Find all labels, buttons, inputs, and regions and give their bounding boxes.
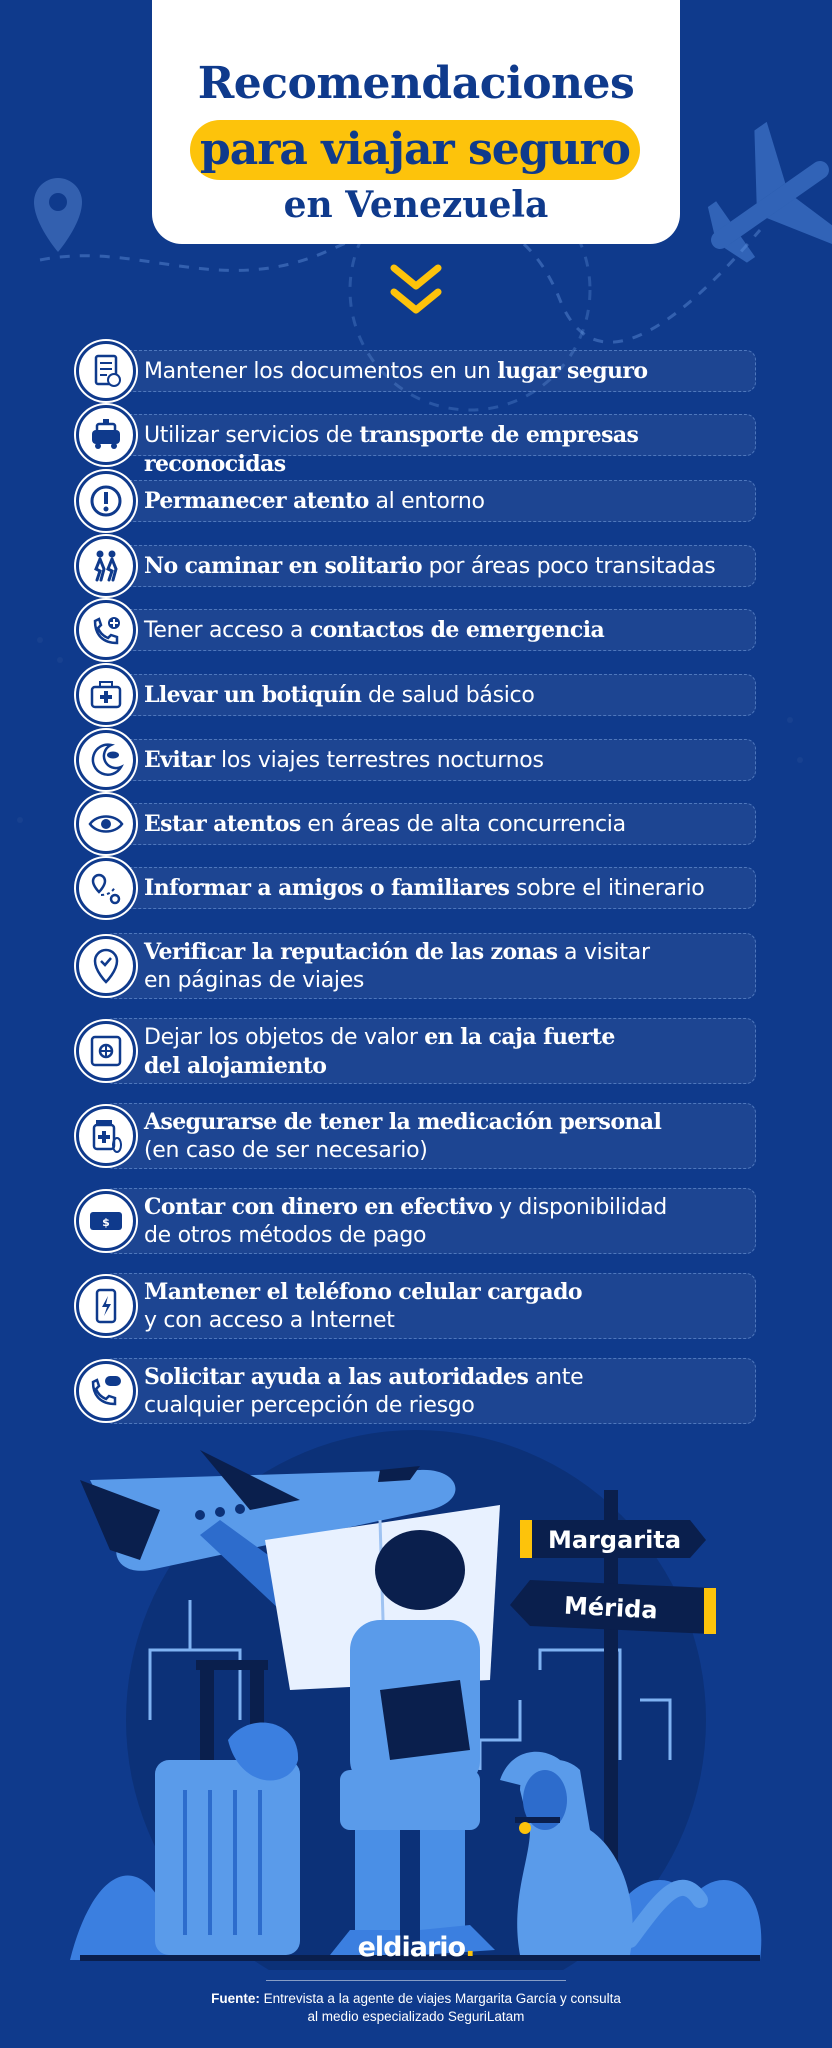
recommendation-segment: Dejar los objetos de valor bbox=[144, 1025, 425, 1050]
recommendation-highlight: Permanecer atento bbox=[144, 488, 369, 514]
recommendation-highlight: Verificar la reputación de las zonas bbox=[144, 939, 558, 965]
recommendation-segment: Utilizar servicios de bbox=[144, 423, 360, 448]
recommendation-highlight: No caminar en solitario bbox=[144, 553, 422, 579]
airplane-icon bbox=[673, 108, 832, 303]
location-check-icon bbox=[76, 936, 136, 996]
recommendation-text bbox=[144, 421, 754, 479]
source-text: Entrevista a la agente de viajes Margarita García y consulta al medio especializado SeguriLatam bbox=[263, 1991, 621, 2024]
recommendation-highlight: Informar a amigos o familiares bbox=[144, 875, 510, 901]
recommendation-text bbox=[144, 1108, 754, 1165]
recommendation-highlight: Evitar bbox=[144, 747, 215, 773]
route-pin-icon bbox=[76, 858, 136, 918]
phone-sos-icon bbox=[76, 1361, 136, 1421]
documents-icon bbox=[76, 341, 136, 401]
map-pin-icon bbox=[34, 178, 82, 252]
recommendation-highlight: Estar atentos bbox=[144, 811, 301, 837]
recommendation-highlight: en la caja fuerte del alojamiento bbox=[144, 1024, 615, 1079]
recommendation-segment: en áreas de alta concurrencia bbox=[300, 812, 626, 837]
taxi-icon bbox=[76, 405, 136, 465]
recommendation-segment: Mantener los documentos en un bbox=[144, 359, 498, 384]
recommendation-segment: y con acceso a Internet bbox=[144, 1308, 395, 1333]
recommendation-segment: (en caso de ser necesario) bbox=[144, 1138, 428, 1163]
recommendation-highlight: Solicitar ayuda a las autoridades bbox=[144, 1364, 529, 1390]
recommendation-text bbox=[144, 810, 754, 839]
cash-icon bbox=[76, 1191, 136, 1251]
brand-name: eldiario bbox=[357, 1932, 466, 1963]
recommendation-text bbox=[144, 1023, 754, 1081]
recommendation-text bbox=[144, 616, 754, 645]
recommendation-text bbox=[144, 681, 754, 710]
medication-icon bbox=[76, 1106, 136, 1166]
sign-margarita: Margarita bbox=[548, 1526, 682, 1554]
chevron-down-icon bbox=[390, 264, 442, 318]
recommendation-segment: a visitar en páginas de viajes bbox=[144, 940, 650, 993]
recommendation-text bbox=[144, 487, 754, 516]
sign-merida: Mérida bbox=[563, 1591, 659, 1625]
phone-charging-icon bbox=[76, 1276, 136, 1336]
brand-logo bbox=[0, 1932, 832, 1963]
phone-emergency-icon bbox=[76, 600, 136, 660]
recommendation-text bbox=[144, 1193, 754, 1250]
recommendation-segment: al entorno bbox=[368, 489, 485, 514]
recommendation-segment: de salud básico bbox=[361, 683, 535, 708]
recommendation-text bbox=[144, 938, 754, 995]
first-aid-kit-icon bbox=[76, 665, 136, 725]
title-line-3: en Venezuela bbox=[283, 184, 549, 226]
recommendation-segment: sobre el itinerario bbox=[509, 876, 705, 901]
recommendation-highlight: Llevar un botiquín bbox=[144, 682, 362, 708]
source-footer bbox=[120, 1990, 712, 2026]
svg-text:$: $ bbox=[102, 1216, 110, 1229]
moon-cloud-icon bbox=[76, 730, 136, 790]
recommendation-highlight: Asegurarse de tener la medicación personal bbox=[144, 1109, 662, 1135]
eye-icon bbox=[76, 794, 136, 854]
recommendation-segment: ante cualquier percepción de riesgo bbox=[144, 1365, 584, 1418]
recommendation-highlight: Mantener el teléfono celular cargado bbox=[144, 1279, 582, 1305]
recommendation-segment: los viajes terrestres nocturnos bbox=[214, 748, 544, 773]
title-line-2: para viajar seguro bbox=[199, 124, 631, 175]
recommendation-segment: por áreas poco transitadas bbox=[421, 554, 716, 579]
recommendation-highlight: transporte de empresas reconocidas bbox=[144, 422, 639, 477]
source-label: Fuente: bbox=[211, 1991, 260, 2006]
traveler-illustration bbox=[0, 1430, 832, 1970]
recommendation-text bbox=[144, 357, 754, 386]
header-card bbox=[152, 0, 680, 244]
recommendation-text bbox=[144, 552, 754, 581]
safe-box-icon bbox=[76, 1021, 136, 1081]
recommendation-text bbox=[144, 1278, 754, 1335]
brand-dot: . bbox=[465, 1932, 475, 1963]
recommendation-segment: Tener acceso a bbox=[144, 618, 310, 643]
recommendation-text bbox=[144, 746, 754, 775]
recommendation-highlight: lugar seguro bbox=[497, 358, 648, 384]
recommendation-segment: y disponibilidad de otros métodos de pago bbox=[144, 1195, 667, 1248]
title-line-1: Recomendaciones bbox=[197, 58, 635, 109]
alert-icon bbox=[76, 471, 136, 531]
title-highlight bbox=[190, 120, 640, 180]
recommendation-highlight: Contar con dinero en efectivo bbox=[144, 1194, 493, 1220]
footer-divider bbox=[266, 1980, 566, 1981]
recommendation-highlight: contactos de emergencia bbox=[309, 617, 605, 643]
recommendation-text bbox=[144, 1363, 754, 1420]
recommendation-text bbox=[144, 874, 754, 903]
walking-people-icon bbox=[76, 536, 136, 596]
